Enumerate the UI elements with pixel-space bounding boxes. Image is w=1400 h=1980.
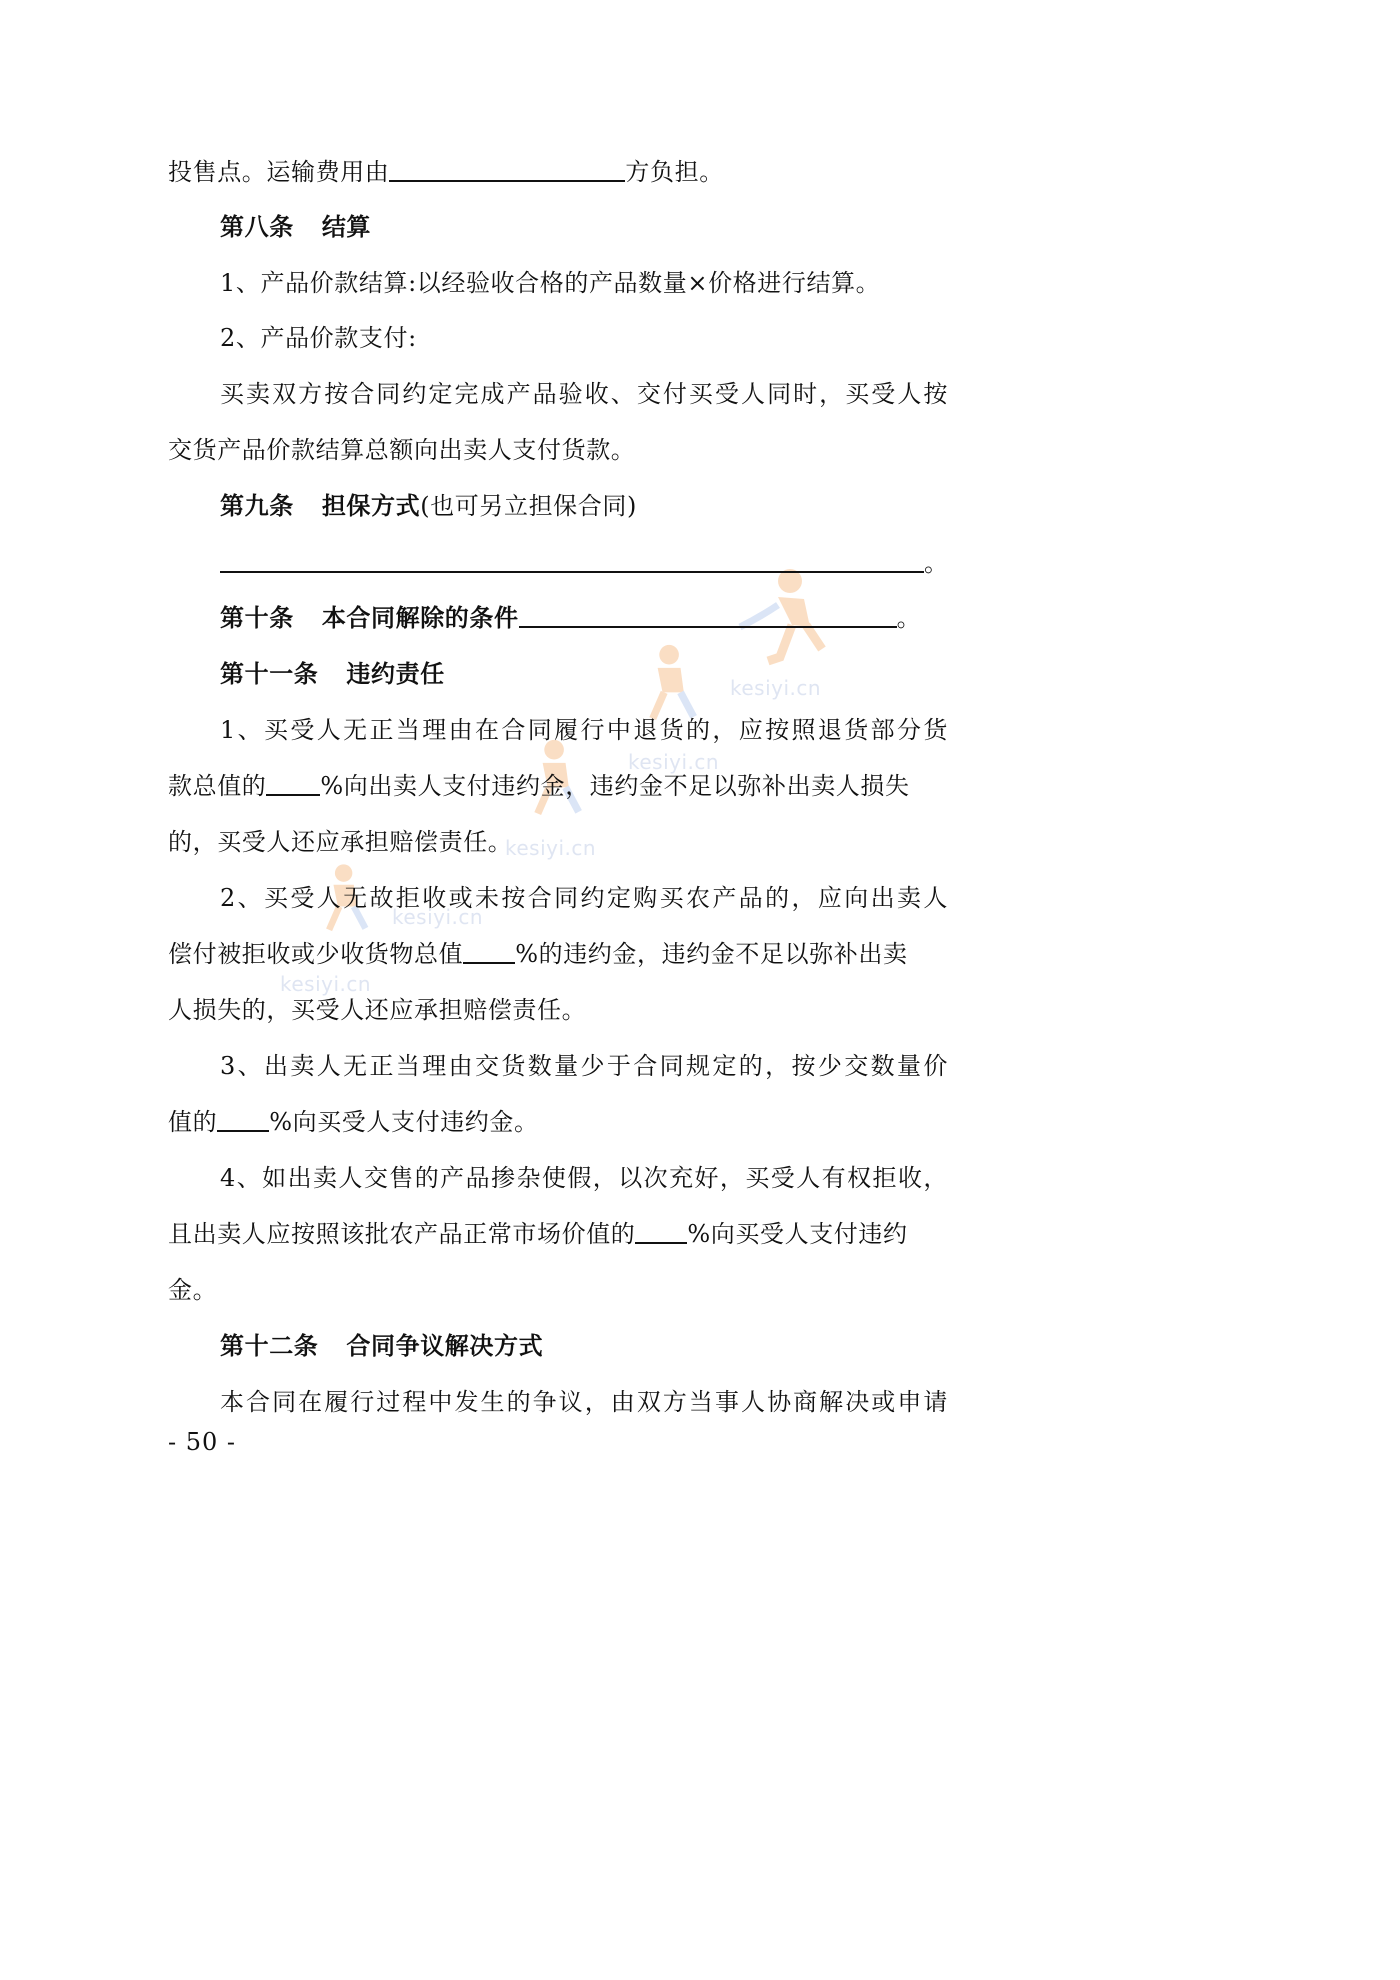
- text-line: 4、如出卖人交售的产品掺杂使假，以次充好，买受人有权拒收，: [220, 1164, 948, 1192]
- fill-blank[interactable]: [463, 934, 515, 964]
- text-line: 3、出卖人无正当理由交货数量少于合同规定的，按少交数量价: [220, 1052, 948, 1080]
- text-fragment: 金。: [168, 1276, 218, 1304]
- text-line: [220, 318, 948, 358]
- text-line: [220, 543, 948, 583]
- article-title: 违约责任: [346, 659, 445, 688]
- text-fragment: 。: [896, 604, 922, 632]
- text-line: 2、买受人无故拒收或未按合同约定购买农产品的，应向出卖人: [220, 884, 948, 912]
- article-number: 第十条: [220, 603, 294, 632]
- text-line: 1、买受人无正当理由在合同履行中退货的，应按照退货部分货: [220, 716, 948, 744]
- fill-blank[interactable]: [217, 1102, 269, 1132]
- article-number: 第九条: [220, 491, 294, 520]
- text-line: [168, 1214, 948, 1254]
- article-title: 合同争议解决方式: [346, 1331, 544, 1360]
- text-fragment: 值的: [168, 1108, 218, 1136]
- text-fragment: 偿付被拒收或少收货物总值: [168, 940, 464, 968]
- text-fragment: 投售点。运输费用由: [168, 158, 390, 186]
- text-line: 买卖双方按合同约定完成产品验收、交付买受人同时，买受人按: [220, 380, 948, 408]
- fill-blank[interactable]: [266, 766, 320, 796]
- text-fragment: 的，买受人还应承担赔偿责任。: [168, 828, 513, 856]
- text-line: [168, 1270, 948, 1310]
- article-number: 第十二条: [220, 1331, 319, 1360]
- text-line: [168, 152, 948, 192]
- watermark-text: kesiyi.cn: [628, 750, 720, 774]
- text-line: [168, 990, 948, 1030]
- page-number: - 50 -: [168, 1428, 237, 1456]
- watermark-text: kesiyi.cn: [280, 972, 372, 996]
- text-line: [168, 766, 948, 806]
- text-fragment: %向买受人支付违约金。: [269, 1108, 539, 1136]
- text-fragment: 人损失的，买受人还应承担赔偿责任。: [168, 996, 587, 1024]
- article-number: 第八条: [220, 212, 294, 241]
- article-title: 担保方式: [321, 491, 421, 520]
- fill-blank[interactable]: [220, 543, 924, 573]
- article-heading: [220, 1326, 948, 1366]
- fill-blank[interactable]: [389, 152, 625, 182]
- watermark-text: kesiyi.cn: [505, 836, 597, 860]
- article-heading: [220, 207, 948, 247]
- text-fragment: 款总值的: [168, 772, 267, 800]
- article-heading: [220, 486, 948, 526]
- text-line: 本合同在履行过程中发生的争议，由双方当事人协商解决或申请: [220, 1388, 948, 1416]
- fill-blank[interactable]: [635, 1214, 687, 1244]
- article-heading: [220, 598, 948, 638]
- text-line: [220, 263, 948, 303]
- text-line: [168, 1102, 948, 1142]
- text-line: [168, 430, 948, 470]
- text-fragment: %向买受人支付违约: [687, 1220, 908, 1248]
- article-heading: [220, 654, 948, 694]
- fill-blank[interactable]: [519, 598, 897, 628]
- article-note: (也可另立担保合同): [420, 492, 637, 520]
- text-fragment: 交货产品价款结算总额向出卖人支付货款。: [168, 436, 636, 464]
- article-title: 本合同解除的条件: [321, 603, 519, 632]
- text-fragment: 1、产品价款结算:以经验收合格的产品数量×价格进行结算。: [220, 269, 881, 297]
- text-line: [168, 822, 948, 862]
- text-line: [168, 934, 948, 974]
- text-fragment: 方负担。: [625, 158, 724, 186]
- text-fragment: 2、产品价款支付:: [220, 324, 417, 352]
- watermark-text: kesiyi.cn: [392, 905, 484, 929]
- watermark-text: kesiyi.cn: [730, 676, 822, 700]
- text-fragment: %向出卖人支付违约金，违约金不足以弥补出卖人损失: [320, 772, 910, 800]
- text-fragment: 且出卖人应按照该批农产品正常市场价值的: [168, 1220, 636, 1248]
- text-fragment: 。: [924, 549, 949, 577]
- article-number: 第十一条: [220, 659, 319, 688]
- text-fragment: %的违约金，违约金不足以弥补出卖: [515, 940, 908, 968]
- article-title: 结算: [321, 212, 372, 241]
